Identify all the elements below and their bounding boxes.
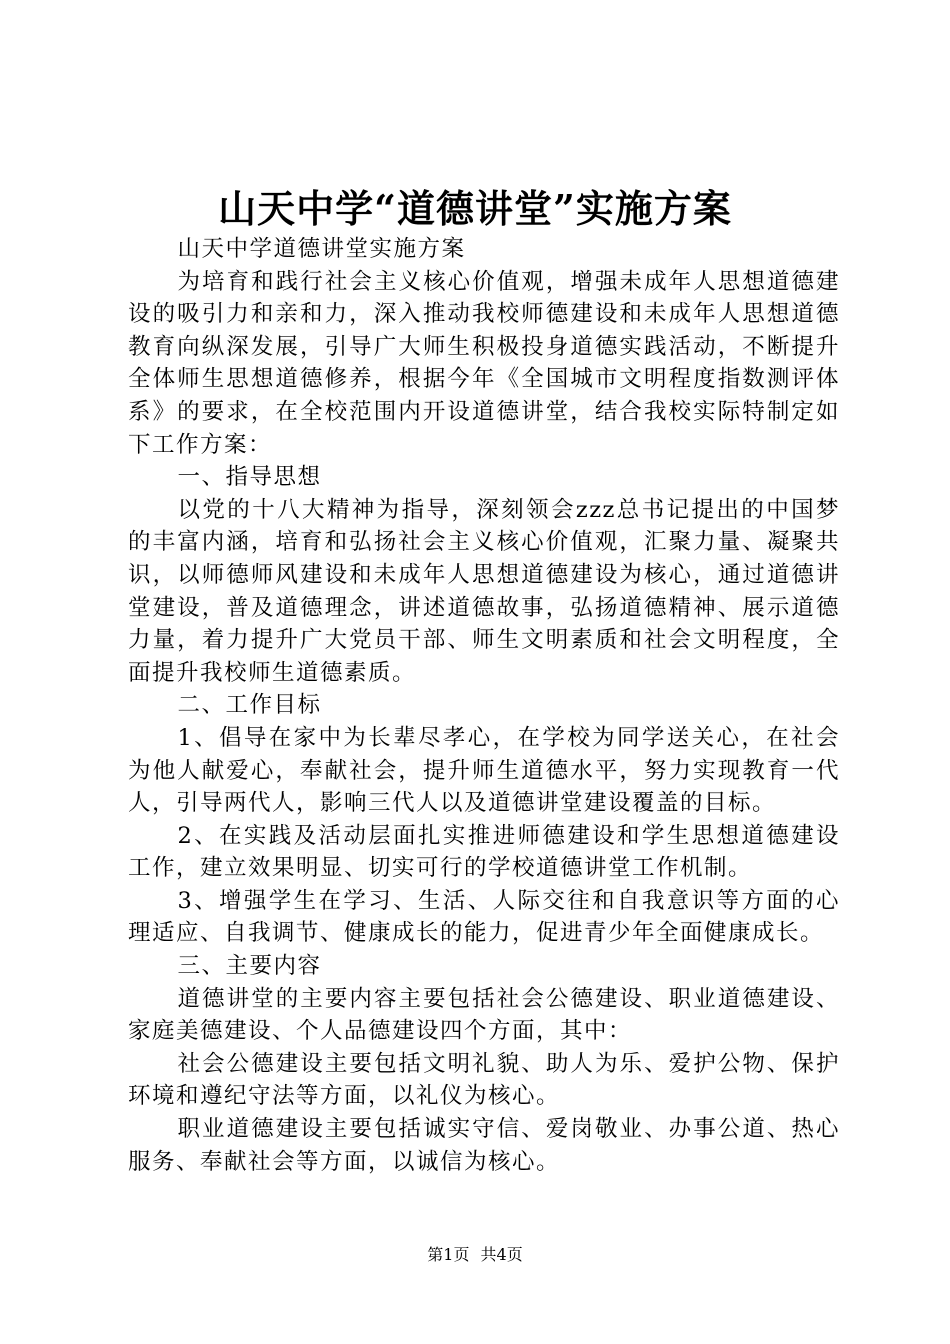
section-heading-guiding-thought: 一、指导思想 xyxy=(177,464,322,491)
page-number-current: 第1页 xyxy=(427,1245,470,1264)
document-title: 山天中学“道德讲堂”实施方案 xyxy=(218,186,732,231)
section-heading-work-goals: 二、工作目标 xyxy=(177,692,322,719)
social-morality-paragraph: 社会公德建设主要包括文明礼貌、助人为乐、爱护公物、保护环境和遵纪守法等方面，以礼仪为核心。 xyxy=(128,1050,840,1110)
work-goal-item-3: 3、增强学生在学习、生活、人际交往和自我意识等方面的心理适应、自我调节、健康成长的能力，促进青少年全面健康成长。 xyxy=(128,887,840,947)
section-heading-main-content: 三、主要内容 xyxy=(177,953,322,980)
main-content-paragraph: 道德讲堂的主要内容主要包括社会公德建设、职业道德建设、家庭美德建设、个人品德建设四个方面，其中： xyxy=(128,985,840,1045)
intro-paragraph: 为培育和践行社会主义核心价值观，增强未成年人思想道德建设的吸引力和亲和力，深入推动我校师德建设和未成年人思想道德教育向纵深发展，引导广大师生积极投身道德实践活动，不断提升全体师生思想道德修养，根据今年《全国城市文明程度指数测评体系》的要求，在全校范围内开设道德讲堂，结合我校实际特制定如下工作方案： xyxy=(128,268,840,458)
subtitle-paragraph: 山天中学道德讲堂实施方案 xyxy=(177,236,466,262)
page-number-total: 共4页 xyxy=(480,1245,523,1264)
work-goal-item-2: 2、在实践及活动层面扎实推进师德建设和学生思想道德建设工作，建立效果明显、切实可行的学校道德讲堂工作机制。 xyxy=(128,822,840,882)
work-goal-item-1: 1、倡导在家中为长辈尽孝心，在学校为同学送关心，在社会为他人献爱心，奉献社会，提升师生道德水平，努力实现教育一代人，引导两代人，影响三代人以及道德讲堂建设覆盖的目标。 xyxy=(128,724,840,817)
document-body xyxy=(128,233,840,1178)
professional-ethics-paragraph: 职业道德建设主要包括诚实守信、爱岗敬业、办事公道、热心服务、奉献社会等方面，以诚信为核心。 xyxy=(128,1116,840,1175)
page-footer xyxy=(0,1244,950,1266)
guiding-thought-paragraph: 以党的十八大精神为指导，深刻领会zzz总书记提出的中国梦的丰富内涵，培育和弘扬社会主义核心价值观，汇聚力量、凝聚共识，以师德师风建设和未成年人思想道德建设为核心，通过道德讲堂建设，普及道德理念，讲述道德故事，弘扬道德精神、展示道德力量，着力提升广大党员干部、师生文明素质和社会文明程度，全面提升我校师生道德素质。 xyxy=(128,496,840,686)
